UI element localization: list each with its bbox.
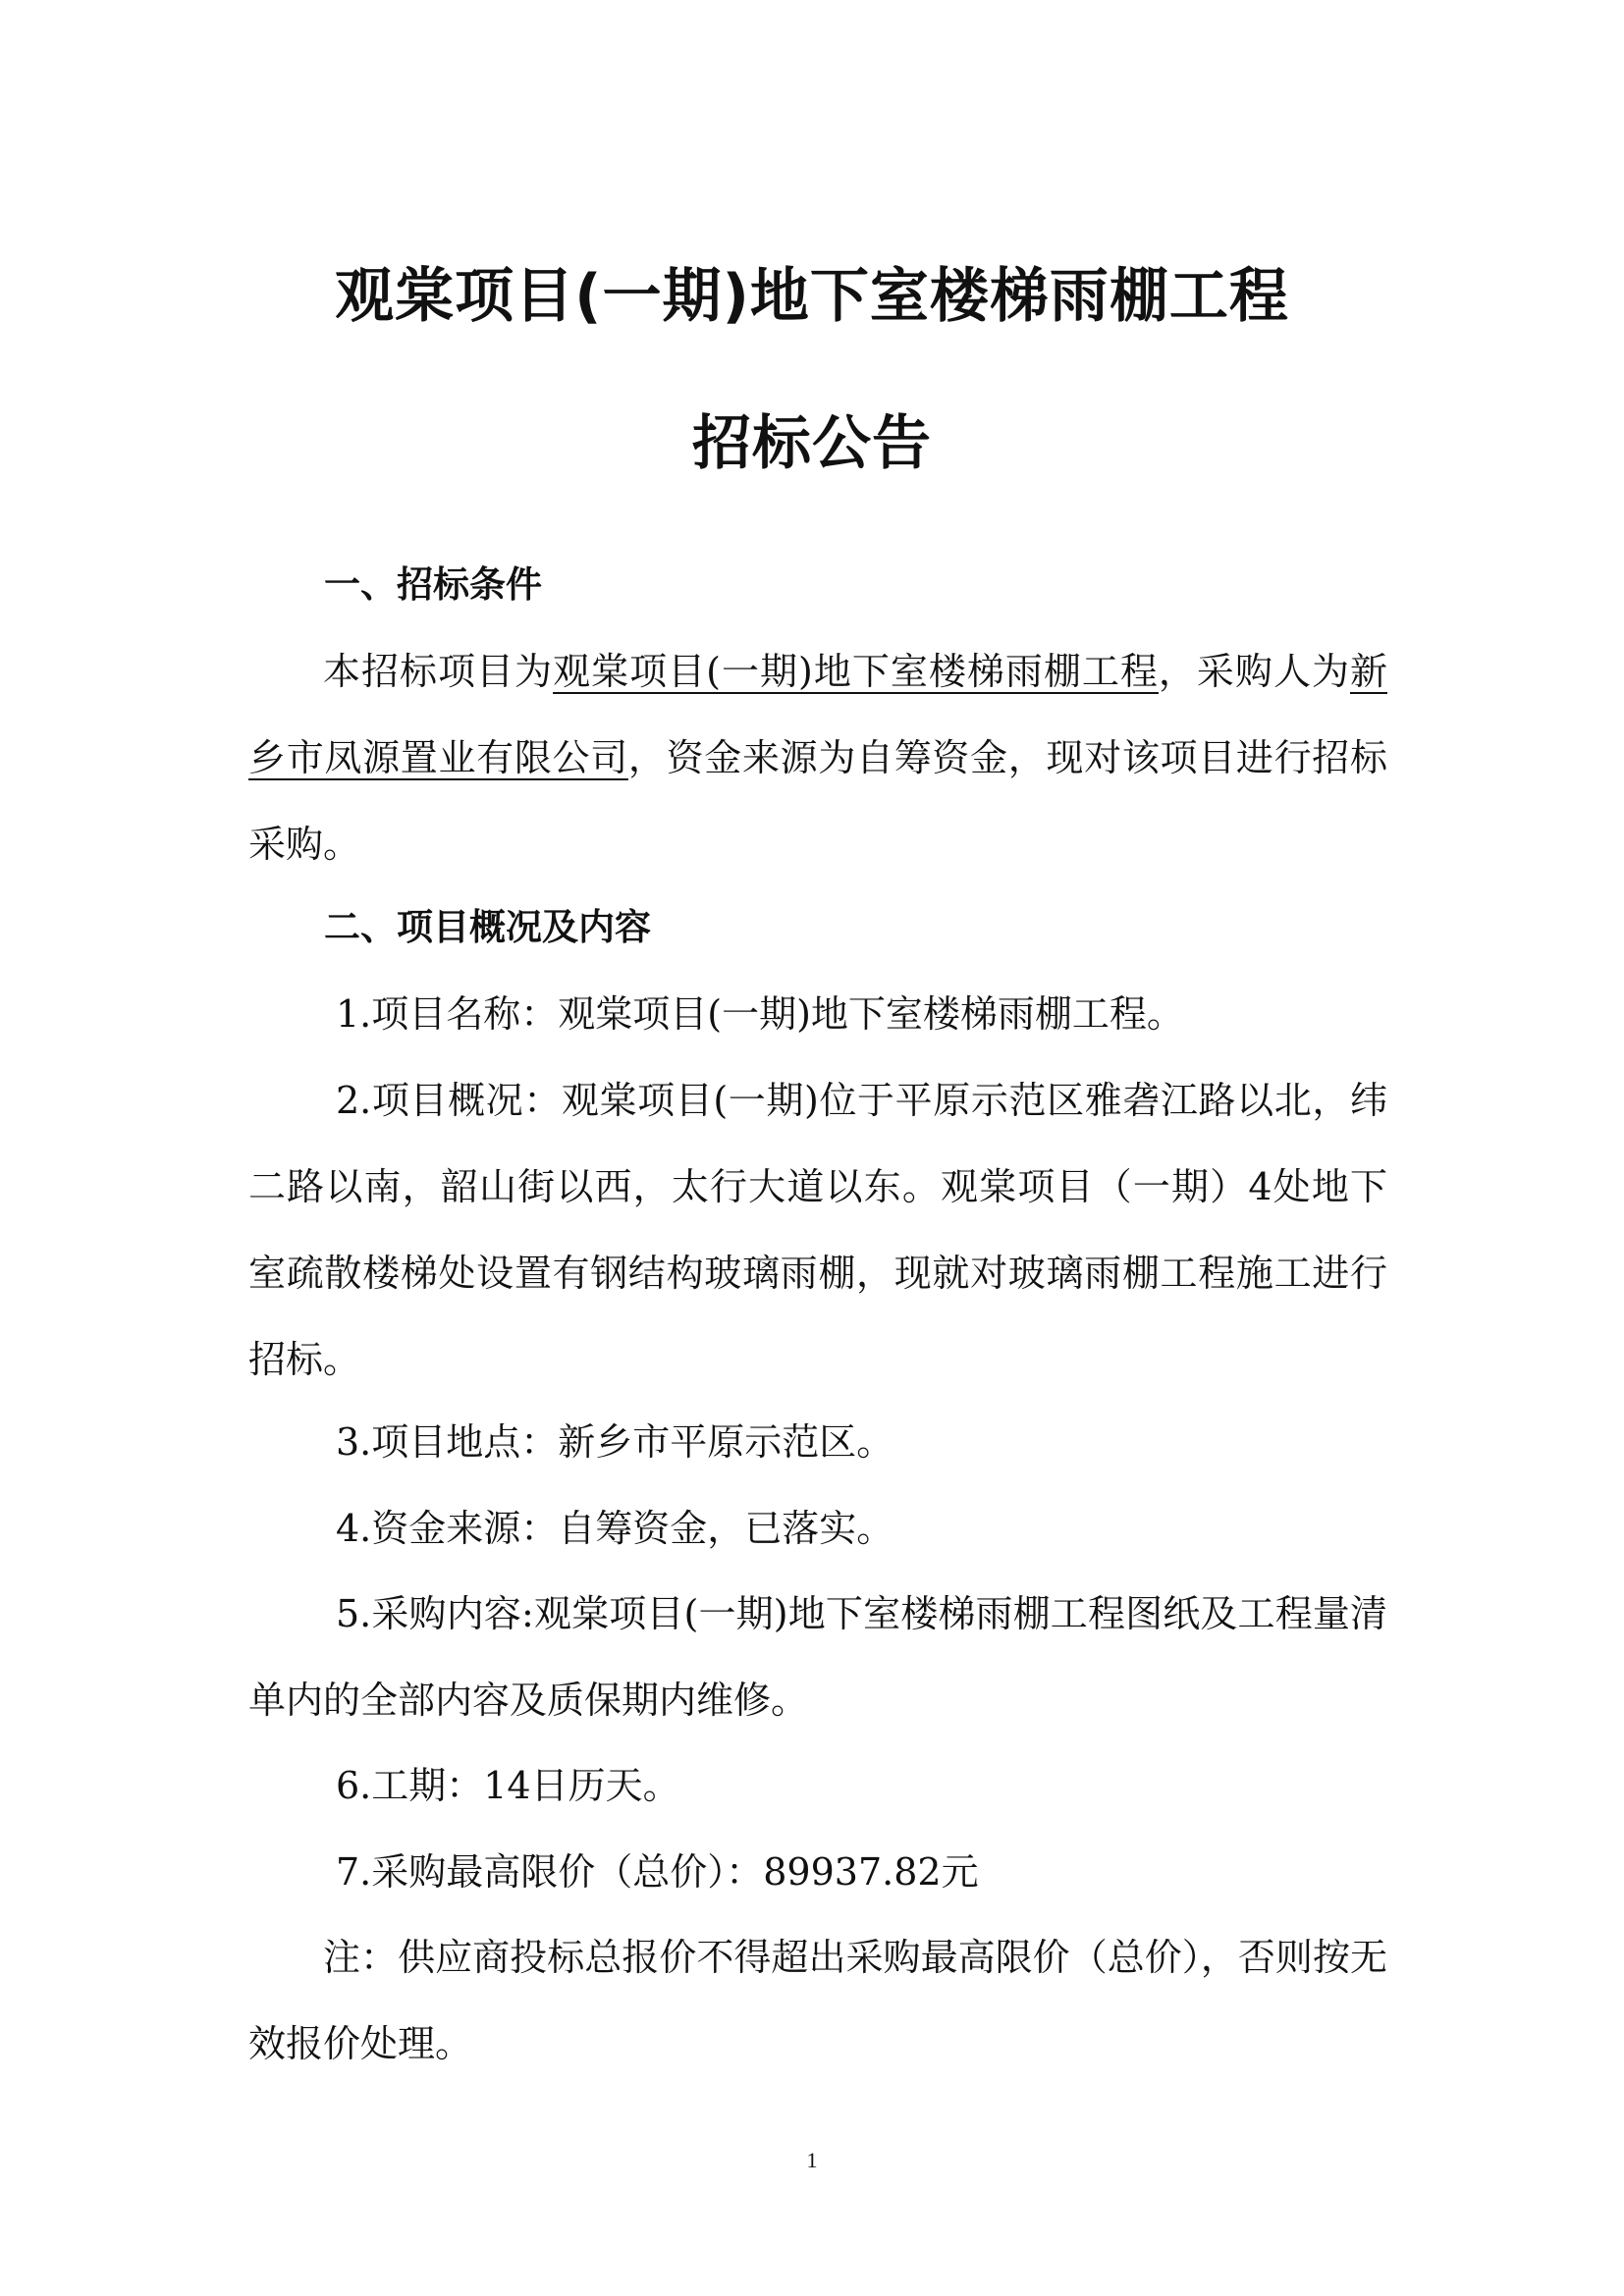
page-number: 1 [806, 2148, 818, 2172]
item-2-project-overview: 2.项目概况：观棠项目(一期)位于平原示范区雅砻江路以北，纬二路以南，韶山街以西，太行大道以东。观棠项目（一期）4处地下室疏散楼梯处设置有钢结构玻璃雨棚，现就对玻璃雨棚工程施工进行招标。 [248, 1079, 1387, 1381]
section-1-paragraph [248, 628, 1387, 887]
item-5-procurement-content: 5.采购内容:观棠项目(一期)地下室楼梯雨棚工程图纸及工程量清单内的全部内容及质保期内维修。 [248, 1592, 1387, 1722]
item-7-max-price: 7.采购最高限价（总价）：89937.82元 [336, 1850, 979, 1894]
section-2-heading: 二、项目概况及内容 [324, 906, 651, 948]
purchaser-name-underlined: 新乡市凤源置业有限公司 [248, 650, 1387, 779]
section-1-text-b: ，采购人为 [1158, 650, 1350, 693]
price-note: 注：供应商投标总报价不得超出采购最高限价（总价），否则按无效报价处理。 [248, 1936, 1387, 2065]
document-title-line-2: 招标公告 [692, 409, 932, 478]
document-title-line-1: 观棠项目(一期)地下室楼梯雨棚工程 [335, 262, 1289, 331]
section-1-text-c: ，资金来源为自筹资金，现对该项目进行招标采购。 [248, 736, 1387, 866]
item-3-project-location: 3.项目地点：新乡市平原示范区。 [336, 1420, 894, 1464]
item-6-construction-period: 6.工期：14日历天。 [336, 1764, 680, 1807]
item-4-funding-source: 4.资金来源：自筹资金，已落实。 [336, 1507, 894, 1550]
project-name-underlined: 观棠项目(一期)地下室楼梯雨棚工程 [553, 650, 1159, 693]
section-1-heading: 一、招标条件 [324, 563, 542, 606]
section-1-text-a: 本招标项目为 [323, 650, 554, 693]
item-1-project-name: 1.项目名称：观棠项目(一期)地下室楼梯雨棚工程。 [336, 992, 1184, 1036]
